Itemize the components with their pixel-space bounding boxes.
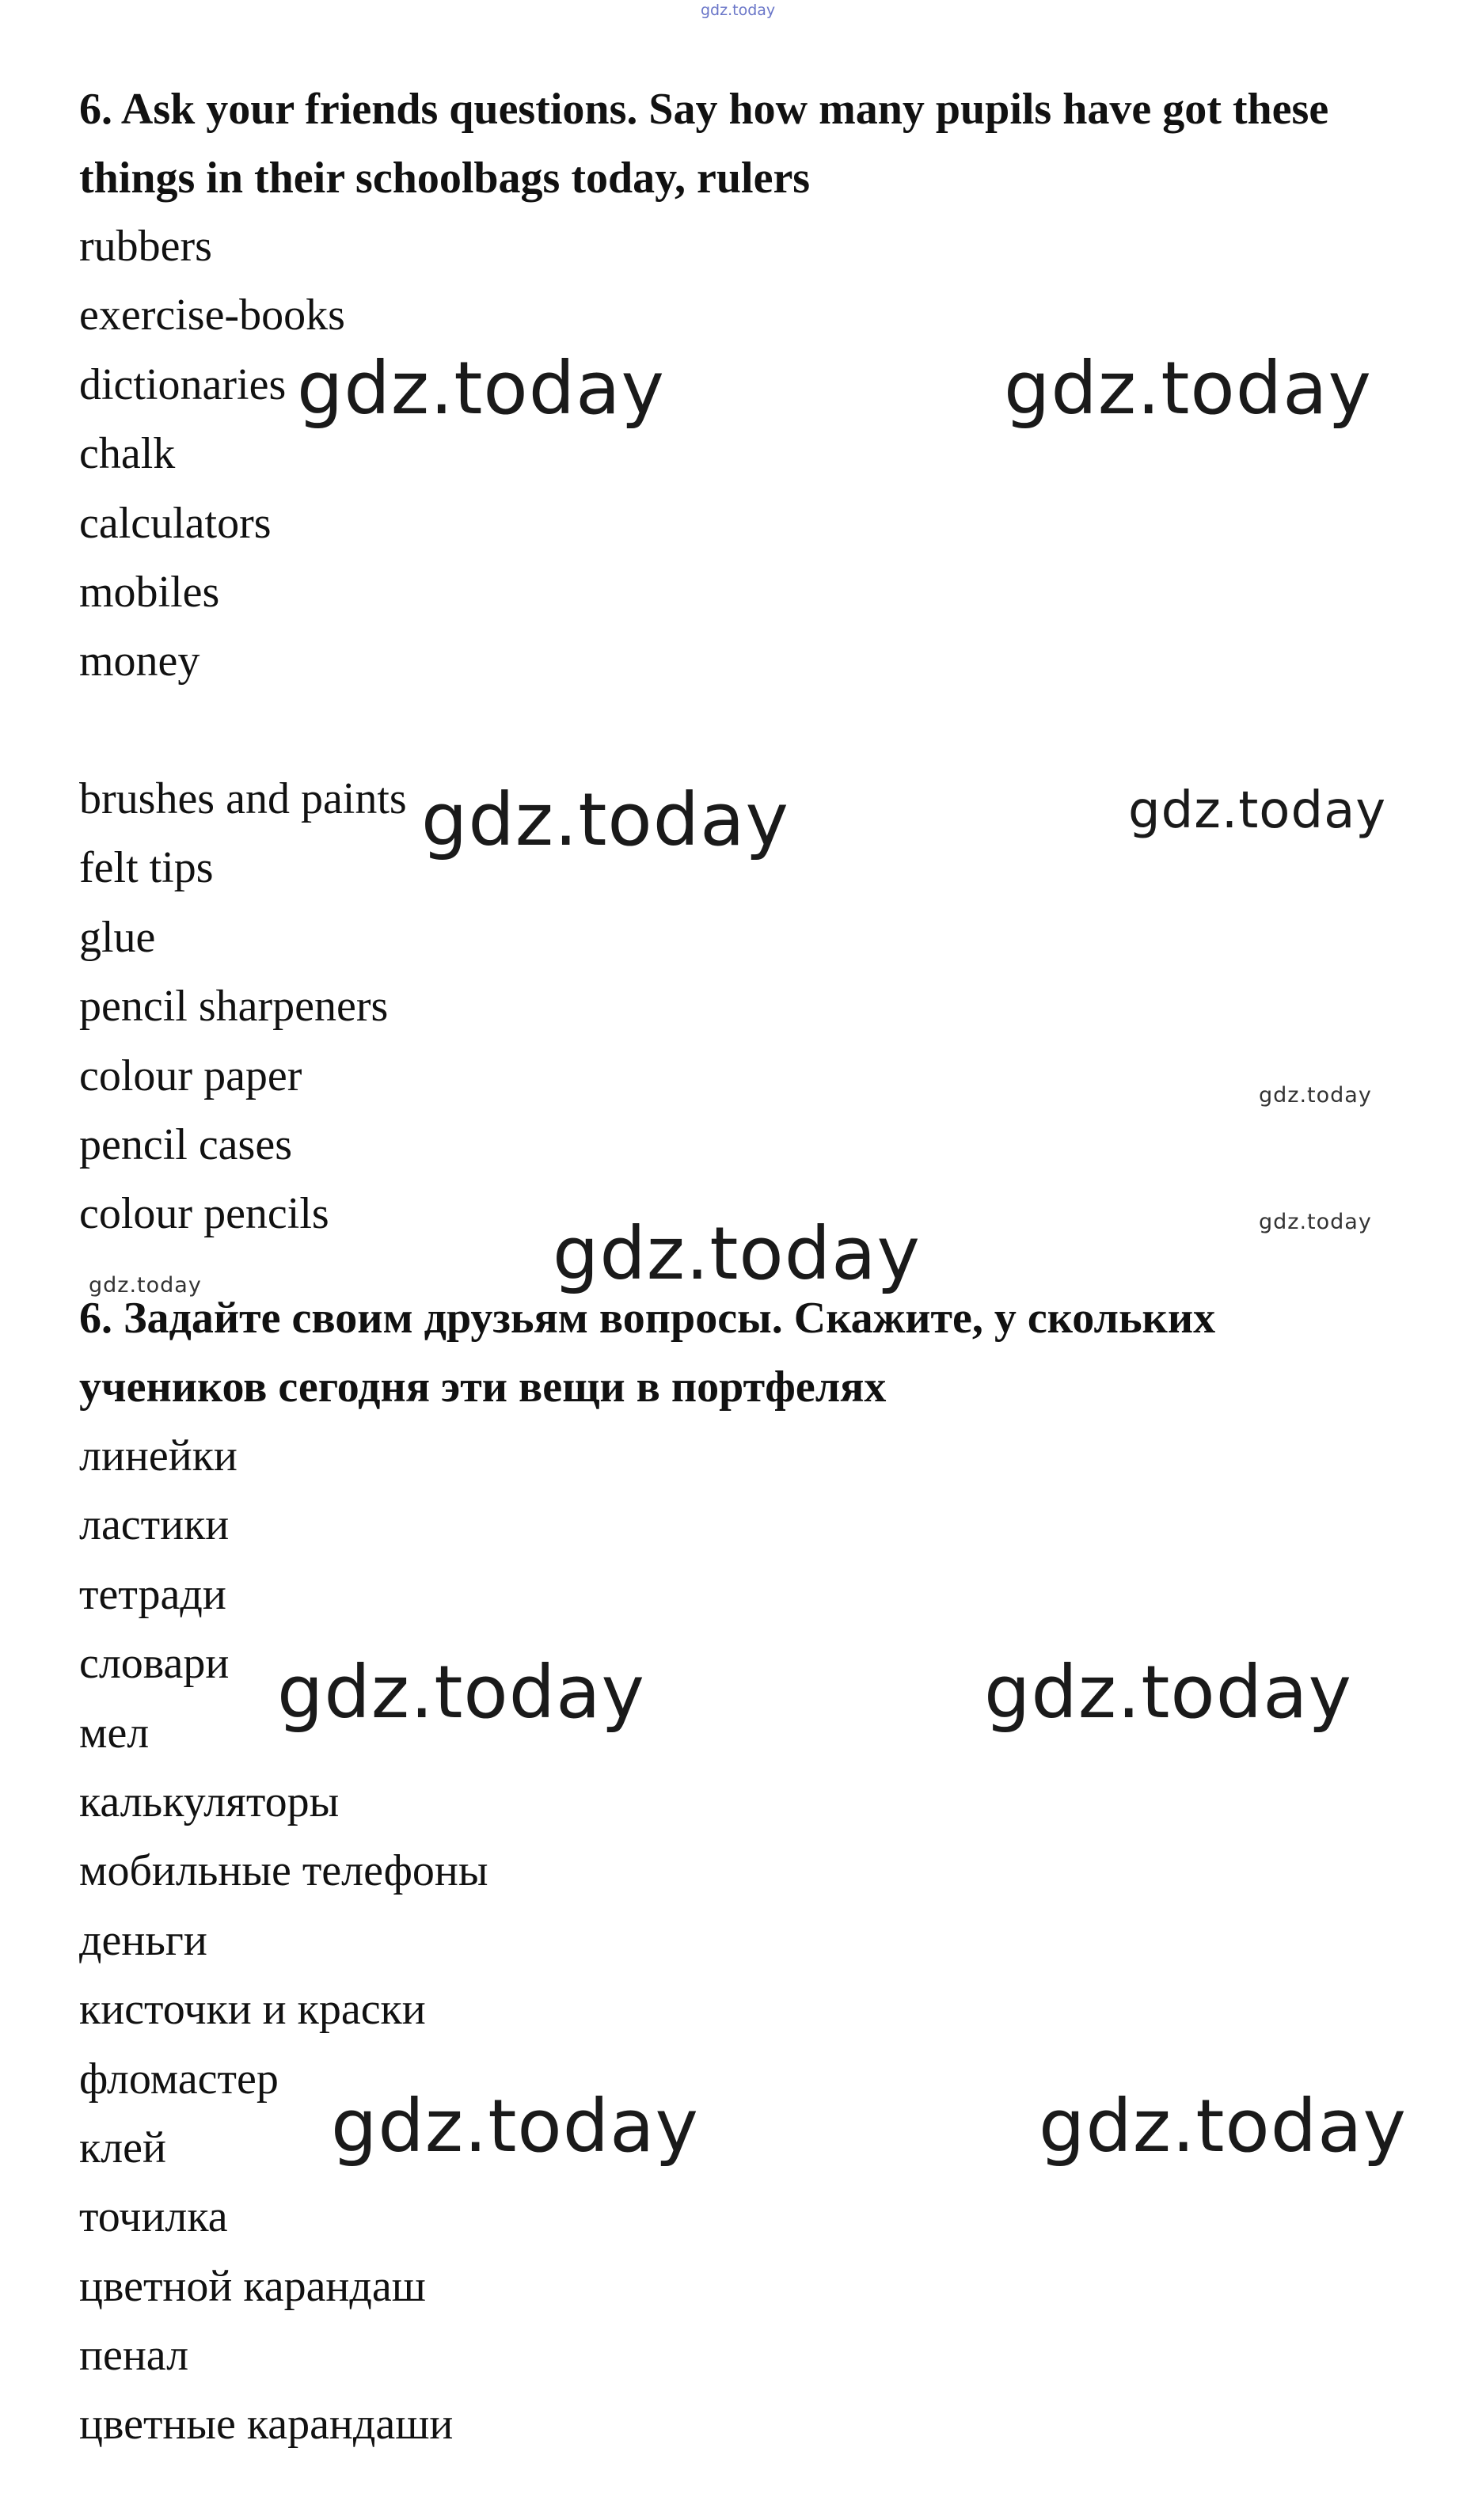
list-item: rubbers: [79, 222, 212, 271]
list-item: colour paper: [79, 1051, 302, 1100]
watermark: gdz.today: [89, 1273, 202, 1298]
list-item: felt tips: [79, 843, 214, 893]
list-item: мел: [79, 1708, 150, 1758]
exercise-heading-english: 6. Ask your friends questions. Say how many pupils have got these things in their schoolbags today, rulers: [79, 85, 1329, 203]
watermark: gdz.today: [331, 2084, 699, 2168]
russian-word-list: [79, 1422, 488, 2460]
list-item: ластики: [79, 1500, 230, 1550]
watermark: gdz.today: [1128, 781, 1387, 840]
watermark: gdz.today: [553, 1211, 921, 1296]
watermark: gdz.today: [277, 1650, 645, 1735]
list-item: money: [79, 637, 200, 686]
watermark: gdz.today: [1039, 2084, 1407, 2168]
watermark: gdz.today: [1004, 346, 1372, 431]
watermark: gdz.today: [1259, 1210, 1372, 1234]
list-item: brushes and paints: [79, 774, 407, 823]
list-item: калькуляторы: [79, 1777, 340, 1826]
watermark: gdz.today: [421, 777, 789, 862]
list-item: colour pencils: [79, 1189, 329, 1239]
watermark: gdz.today: [1259, 1083, 1372, 1108]
list-item: фломастер: [79, 2054, 279, 2104]
list-item: словари: [79, 1639, 230, 1689]
list-item: pencil cases: [79, 1119, 292, 1169]
list-item: клей: [79, 2123, 166, 2172]
list-item: деньги: [79, 1915, 207, 1965]
list-item: mobiles: [79, 567, 220, 617]
list-item: pencil sharpeners: [79, 982, 389, 1032]
list-item: линейки: [79, 1431, 238, 1480]
top-site-link[interactable]: gdz.today: [701, 2, 776, 19]
list-item: цветной карандаш: [79, 2261, 426, 2311]
list-item: glue: [79, 912, 156, 962]
list-item: точилка: [79, 2192, 228, 2242]
list-item: тетради: [79, 1569, 226, 1619]
english-word-list-1: [79, 212, 345, 697]
watermark: gdz.today: [984, 1650, 1352, 1735]
list-item: dictionaries: [79, 359, 287, 409]
list-item: пенал: [79, 2331, 189, 2381]
exercise-heading-russian: 6. Задайте своим друзьям вопросы. Скажите, у скольких учеников сегодня эти вещи в портфелях: [79, 1294, 1216, 1412]
list-item: мобильные телефоны: [79, 1846, 488, 1896]
watermark: gdz.today: [297, 346, 665, 431]
list-item: calculators: [79, 498, 272, 548]
list-item: кисточки и краски: [79, 1985, 426, 2035]
list-item: chalk: [79, 429, 176, 479]
list-item: exercise-books: [79, 291, 345, 340]
list-item: цветные карандаши: [79, 2400, 454, 2450]
english-word-list-2: [79, 765, 407, 1249]
